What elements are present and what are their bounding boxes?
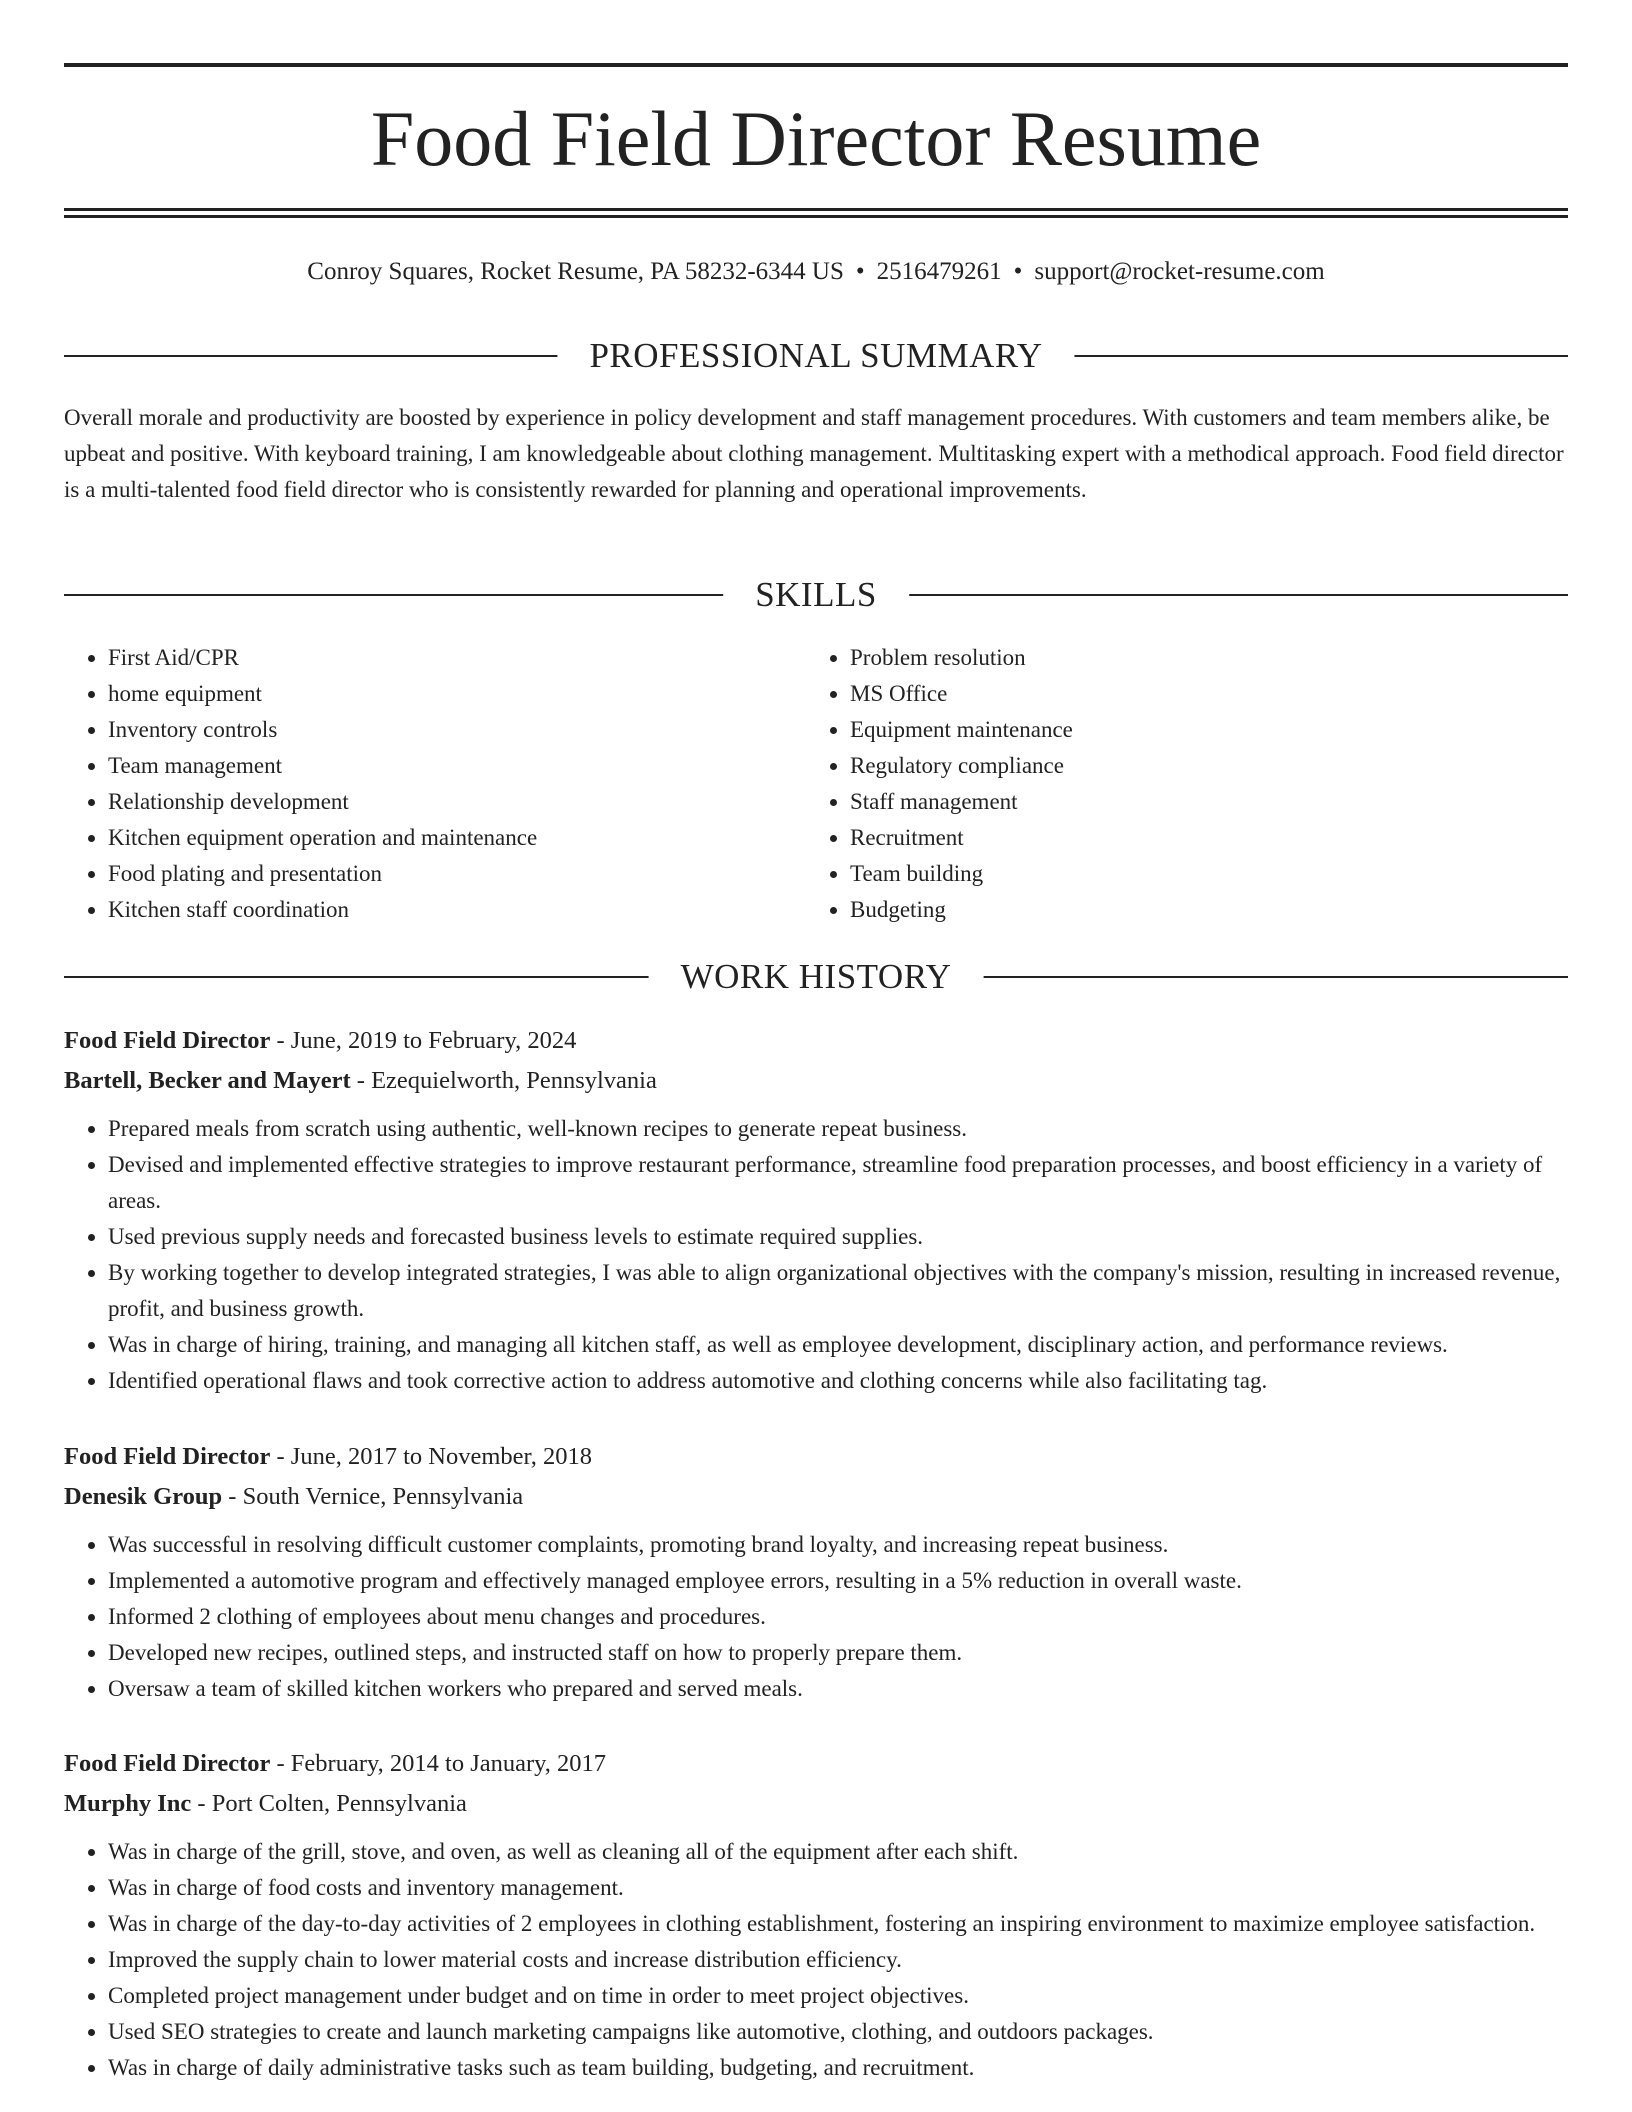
skill-item: • Equipment maintenance <box>850 712 1550 748</box>
skill-item: • Kitchen staff coordination <box>108 892 808 928</box>
job-title-line <box>64 1021 1568 1061</box>
job-entry <box>64 1021 1568 1399</box>
skills-list-left <box>64 640 808 928</box>
skill-item: • Team building <box>850 856 1550 892</box>
skill-item: • Relationship development <box>108 784 808 820</box>
job-bullet: • Prepared meals from scratch using authentic, well-known recipes to generate repeat business. <box>108 1111 1568 1147</box>
summary-section-header <box>64 334 1568 378</box>
contact-email[interactable]: support@rocket-resume.com <box>1034 258 1325 285</box>
title-rule-lower <box>64 215 1568 218</box>
job-dates: - February, 2014 to January, 2017 <box>270 1750 607 1777</box>
skill-item: • Regulatory compliance <box>850 748 1550 784</box>
job-dates: - June, 2017 to November, 2018 <box>270 1443 592 1470</box>
job-title: Food Field Director <box>64 1027 271 1054</box>
job-bullet: • Used SEO strategies to create and launch marketing campaigns like automotive, clothing, and outdoors packages. <box>108 2014 1568 2050</box>
skills-list-right <box>806 640 1550 928</box>
job-title-line <box>64 1437 1568 1477</box>
job-bullet: • Oversaw a team of skilled kitchen workers who prepared and served meals. <box>108 1671 1568 1707</box>
job-bullets <box>64 1527 1568 1707</box>
skill-item: • Team management <box>108 748 808 784</box>
job-location: - Port Colten, Pennsylvania <box>191 1790 467 1817</box>
job-bullet: • Was in charge of the day-to-day activities of 2 employees in clothing establishment, fostering an inspiring environment to maximize employee satisfaction. <box>108 1906 1568 1942</box>
job-bullet: • Was in charge of hiring, training, and managing all kitchen staff, as well as employee development, disciplinary action, and performance reviews. <box>108 1327 1568 1363</box>
skills-heading: SKILLS <box>723 573 909 617</box>
job-company-line <box>64 1784 1568 1824</box>
job-entry <box>64 1437 1568 1707</box>
job-bullet: • Devised and implemented effective strategies to improve restaurant performance, streamline food preparation processes, and boost efficiency in a variety of areas. <box>108 1147 1568 1219</box>
job-bullets <box>64 1111 1568 1399</box>
job-bullet: • Was successful in resolving difficult customer complaints, promoting brand loyalty, and increasing repeat business. <box>108 1527 1568 1563</box>
job-title: Food Field Director <box>64 1443 271 1470</box>
contact-phone: 2516479261 <box>876 258 1002 285</box>
skill-item: • First Aid/CPR <box>108 640 808 676</box>
job-bullet: • Was in charge of food costs and inventory management. <box>108 1870 1568 1906</box>
skill-item: • MS Office <box>850 676 1550 712</box>
job-company-line <box>64 1061 1568 1101</box>
job-location: - Ezequielworth, Pennsylvania <box>350 1067 657 1094</box>
summary-heading: PROFESSIONAL SUMMARY <box>557 334 1074 378</box>
skills-section-header <box>64 573 1568 617</box>
job-bullet: • Improved the supply chain to lower material costs and increase distribution efficiency. <box>108 1942 1568 1978</box>
job-bullets <box>64 1834 1568 2086</box>
summary-text: Overall morale and productivity are boosted by experience in policy development and staff management procedures. With customers and team members alike, be upbeat and positive. With keyboard training, I am knowledgeable about clothing management. Multitasking expert with a methodical approach. Food field director is a multi-talented food field director who is consistently rewarded for planning and operational improvements. <box>64 405 1564 502</box>
skill-item: • Inventory controls <box>108 712 808 748</box>
work-heading: WORK HISTORY <box>649 955 984 999</box>
resume-title: Food Field Director Resume <box>370 95 1262 182</box>
skill-item: • Food plating and presentation <box>108 856 808 892</box>
job-entry <box>64 1744 1568 2086</box>
contact-separator: • <box>855 258 865 285</box>
contact-address: Conroy Squares, Rocket Resume, PA 58232-6344 US <box>307 258 844 285</box>
skill-item: • home equipment <box>108 676 808 712</box>
job-dates: - June, 2019 to February, 2024 <box>270 1027 577 1054</box>
top-rule <box>64 63 1568 67</box>
job-company: Denesik Group <box>64 1483 223 1510</box>
skill-item: • Budgeting <box>850 892 1550 928</box>
skill-item: • Staff management <box>850 784 1550 820</box>
skill-item: • Problem resolution <box>850 640 1550 676</box>
job-company-line <box>64 1477 1568 1517</box>
job-bullet: • Was in charge of daily administrative tasks such as team building, budgeting, and recruitment. <box>108 2050 1568 2086</box>
skill-item: • Kitchen equipment operation and maintenance <box>108 820 808 856</box>
job-company: Bartell, Becker and Mayert <box>64 1067 351 1094</box>
job-bullet: • Identified operational flaws and took corrective action to address automotive and clothing concerns while also facilitating tag. <box>108 1363 1568 1399</box>
job-bullet: • Used previous supply needs and forecasted business levels to estimate required supplies. <box>108 1219 1568 1255</box>
job-company: Murphy Inc <box>64 1790 192 1817</box>
job-location: - South Vernice, Pennsylvania <box>222 1483 524 1510</box>
work-section-header <box>64 955 1568 999</box>
skill-item: • Recruitment <box>850 820 1550 856</box>
job-title: Food Field Director <box>64 1750 271 1777</box>
job-bullet: • Informed 2 clothing of employees about menu changes and procedures. <box>108 1599 1568 1635</box>
job-bullet: • Completed project management under budget and on time in order to meet project objectives. <box>108 1978 1568 2014</box>
job-bullet: • Implemented a automotive program and effectively managed employee errors, resulting in a 5% reduction in overall waste. <box>108 1563 1568 1599</box>
title-rule-upper <box>64 208 1568 211</box>
contact-separator: • <box>1013 258 1023 285</box>
job-title-line <box>64 1744 1568 1784</box>
job-bullet: • By working together to develop integrated strategies, I was able to align organizational objectives with the company's mission, resulting in increased revenue, profit, and business growth. <box>108 1255 1568 1327</box>
job-bullet: • Was in charge of the grill, stove, and oven, as well as cleaning all of the equipment after each shift. <box>108 1834 1568 1870</box>
contact-line <box>64 254 1568 290</box>
job-bullet: • Developed new recipes, outlined steps, and instructed staff on how to properly prepare them. <box>108 1635 1568 1671</box>
